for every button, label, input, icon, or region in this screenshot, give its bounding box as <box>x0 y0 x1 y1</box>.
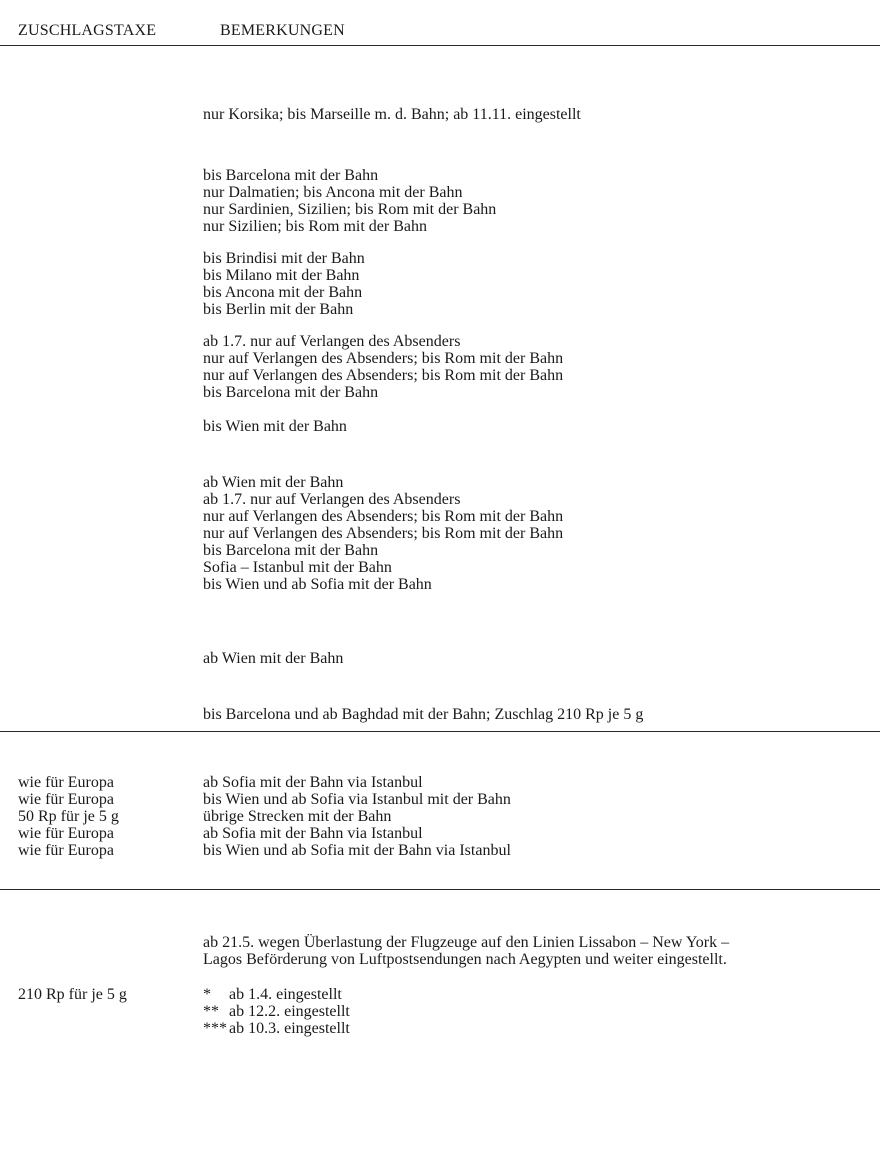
remark-line: nur Korsika; bis Marseille m. d. Bahn; ab 11.11. eingestellt <box>203 106 581 123</box>
taxe-cell: wie für Europa <box>18 825 114 842</box>
remark-line: bis Wien mit der Bahn <box>203 418 347 435</box>
remark-line: bis Barcelona und ab Baghdad mit der Bahn; Zuschlag 210 Rp je 5 g <box>203 706 644 723</box>
footnote-line <box>203 986 342 1003</box>
remark-line: Sofia – Istanbul mit der Bahn <box>203 559 392 576</box>
header-bemerkungen: BEMERKUNGEN <box>220 22 345 39</box>
remark-line: bis Wien und ab Sofia mit der Bahn via Istanbul <box>203 842 511 859</box>
remark-line: bis Berlin mit der Bahn <box>203 301 354 318</box>
remark-line: bis Barcelona mit der Bahn <box>203 542 379 559</box>
remark-line: nur auf Verlangen des Absenders; bis Rom mit der Bahn <box>203 367 564 384</box>
footnote-mark: *** <box>203 1020 227 1037</box>
taxe-cell: wie für Europa <box>18 774 114 791</box>
section-rule <box>0 731 880 732</box>
taxe-cell: wie für Europa <box>18 791 114 808</box>
remark-line: ab Sofia mit der Bahn via Istanbul <box>203 774 423 791</box>
header-zuschlagstaxe: ZUSCHLAGSTAXE <box>18 22 157 39</box>
note-line: Lagos Beförderung von Luftpostsendungen nach Aegypten und weiter eingestellt. <box>203 951 727 968</box>
remark-line: bis Wien und ab Sofia via Istanbul mit der Bahn <box>203 791 511 808</box>
footnote-text: ab 12.2. eingestellt <box>229 1003 350 1020</box>
remark-line: bis Milano mit der Bahn <box>203 267 360 284</box>
remark-line: bis Wien und ab Sofia mit der Bahn <box>203 576 432 593</box>
remark-line: ab Wien mit der Bahn <box>203 650 344 667</box>
footnote-mark: * <box>203 986 211 1003</box>
remark-line: nur auf Verlangen des Absenders; bis Rom mit der Bahn <box>203 508 564 525</box>
remark-line: nur auf Verlangen des Absenders; bis Rom mit der Bahn <box>203 350 564 367</box>
note-line: ab 21.5. wegen Überlastung der Flugzeuge auf den Linien Lissabon – New York – <box>203 934 730 951</box>
header-rule <box>0 45 880 46</box>
taxe-cell: 210 Rp für je 5 g <box>18 986 127 1003</box>
taxe-cell: 50 Rp für je 5 g <box>18 808 119 825</box>
footnote-line <box>203 1020 350 1037</box>
remark-line: ab Sofia mit der Bahn via Istanbul <box>203 825 423 842</box>
taxe-cell: wie für Europa <box>18 842 114 859</box>
remark-line: ab 1.7. nur auf Verlangen des Absenders <box>203 333 461 350</box>
remark-line: bis Barcelona mit der Bahn <box>203 384 379 401</box>
footnote-text: ab 1.4. eingestellt <box>229 986 342 1003</box>
remark-line: bis Brindisi mit der Bahn <box>203 250 365 267</box>
footnote-line <box>203 1003 350 1020</box>
remark-line: ab 1.7. nur auf Verlangen des Absenders <box>203 491 461 508</box>
remark-line: nur Sizilien; bis Rom mit der Bahn <box>203 218 427 235</box>
remark-line: übrige Strecken mit der Bahn <box>203 808 392 825</box>
remark-line: nur Dalmatien; bis Ancona mit der Bahn <box>203 184 463 201</box>
remark-line: ab Wien mit der Bahn <box>203 474 344 491</box>
footnote-text: ab 10.3. eingestellt <box>229 1020 350 1037</box>
section-rule <box>0 889 880 890</box>
remark-line: bis Barcelona mit der Bahn <box>203 167 379 184</box>
footnote-mark: ** <box>203 1003 219 1020</box>
remark-line: bis Ancona mit der Bahn <box>203 284 363 301</box>
remark-line: nur auf Verlangen des Absenders; bis Rom mit der Bahn <box>203 525 564 542</box>
remark-line: nur Sardinien, Sizilien; bis Rom mit der Bahn <box>203 201 497 218</box>
